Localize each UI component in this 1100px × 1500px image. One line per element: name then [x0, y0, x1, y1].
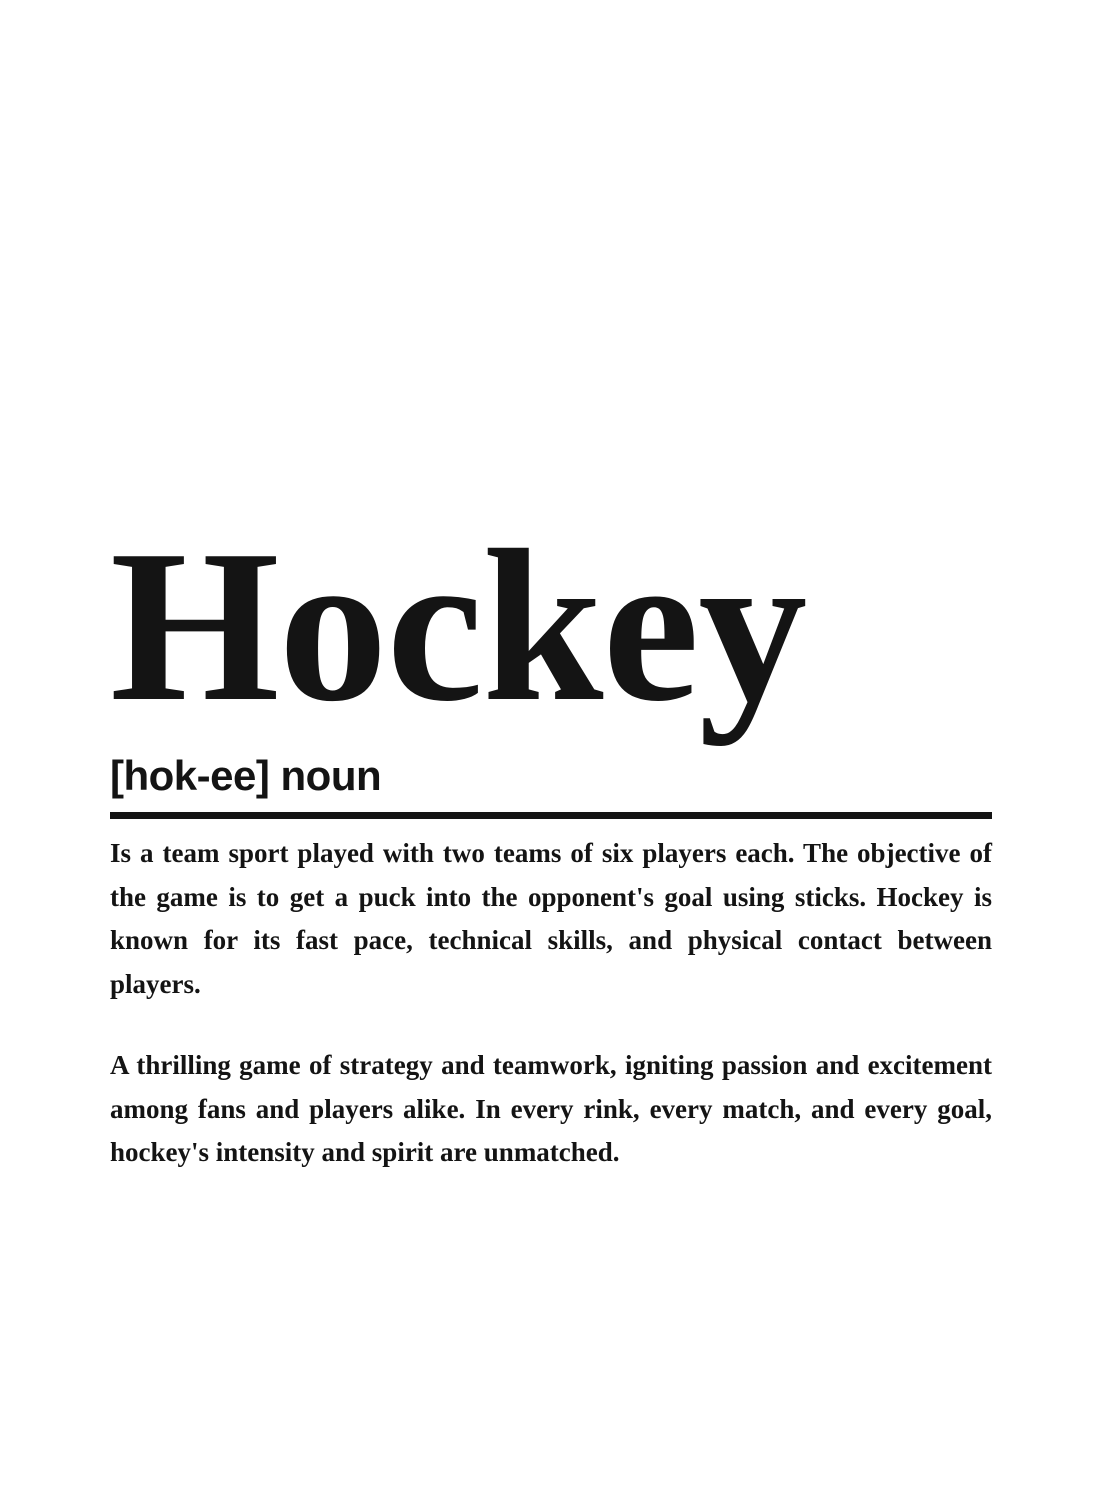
definition-line: known for its fast pace, technical skills, and physical contact between — [110, 925, 992, 955]
pronunciation-text: [hok-ee] noun — [110, 752, 382, 799]
definition-paragraph-2 — [110, 1044, 992, 1175]
definition-line: A thrilling game of strategy and teamwork, igniting passion and excitement — [110, 1050, 992, 1080]
definition-line: players. — [110, 968, 201, 999]
definition-line: the game is to get a puck into the opponent's goal using sticks. Hockey is — [110, 881, 992, 912]
poster-title: Hockey — [110, 506, 807, 747]
definition-line: Is a team sport played with two teams of six players each. The objective of — [110, 838, 992, 868]
definition-line: hockey's intensity and spirit are unmatched. — [110, 1137, 620, 1167]
definition-paragraph-1 — [110, 832, 992, 1006]
divider-rule — [110, 812, 992, 819]
poster-content — [110, 0, 992, 1175]
definition-line: among fans and players alike. In every rink, every match, and every goal, — [110, 1093, 992, 1124]
